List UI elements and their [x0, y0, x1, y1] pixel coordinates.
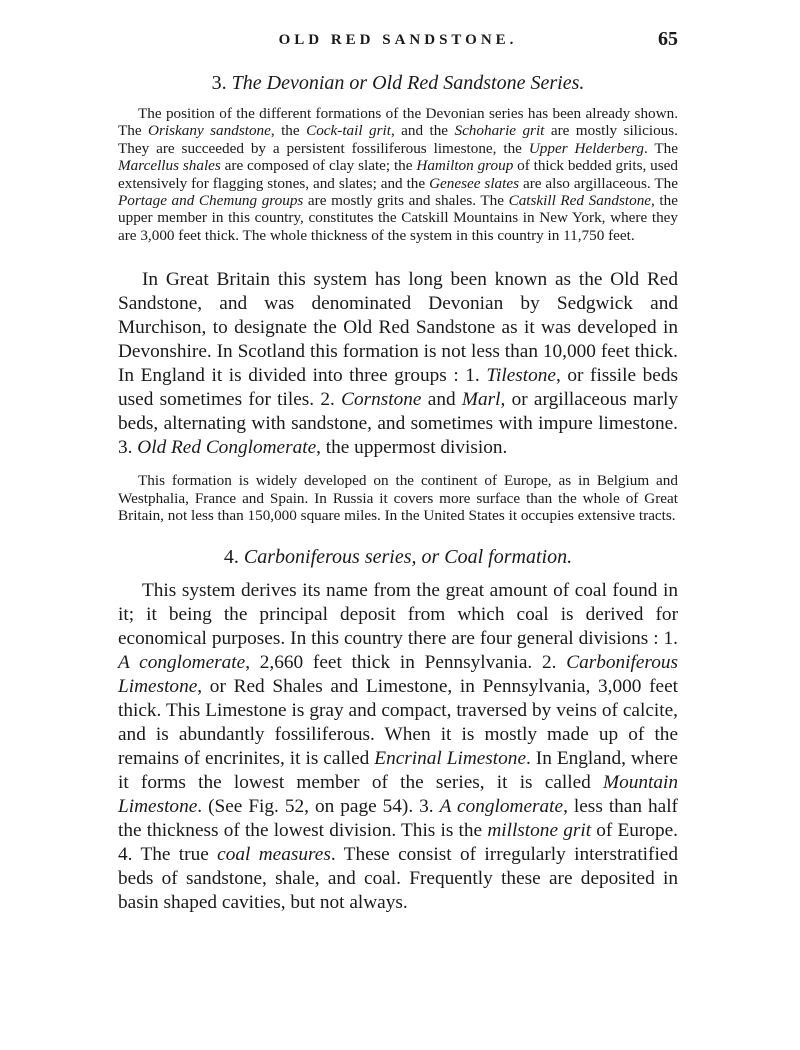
italic-term: Encrinal Limestone	[374, 748, 527, 770]
text-run: , or fissile beds used sometimes for tiles. 2.	[118, 365, 678, 411]
section-heading-devonian	[118, 72, 678, 95]
italic-term: Carboniferous Limestone	[118, 652, 678, 698]
text-run: This system derives its name from the great amount of coal found in it; it being the principal deposit from which coal is derived for economical purposes. In this country there are four general divisions : 1.	[118, 580, 678, 650]
running-title: OLD RED SANDSTONE.	[278, 32, 518, 48]
italic-term: Genesee slates	[429, 174, 520, 192]
section-number: 3.	[211, 72, 227, 94]
text-run: are also argillaceous. The	[519, 174, 678, 192]
text-run: , the uppermost division.	[316, 437, 508, 459]
italic-term: Oriskany sandstone	[148, 122, 271, 140]
italic-term: A conglomerate	[118, 652, 246, 674]
text-run: In Great Britain this system has long been known as the Old Red Sandstone, and was denominated Devonian by Sedgwick and Murchison, to designate the Old Red Sandstone as it was developed in Devonshire. In Scotland this formation is not less than 10,000 feet thick. In England it is divided into three groups : 1.	[118, 269, 678, 387]
text-run: of thick bedded grits, used extensively for flagging stones, and slates; and the	[118, 157, 678, 192]
italic-term: Tilestone	[486, 365, 556, 387]
text-run: , less than half the thickness of the lowest division. This is the	[118, 796, 678, 842]
text-run: . The	[643, 139, 678, 157]
italic-term: Cornstone	[341, 389, 422, 411]
text-run: The position of the different formations of the Devonian series has been already shown. The	[118, 105, 678, 140]
section-heading-carboniferous	[118, 546, 678, 569]
italic-term: Old Red Conglomerate	[137, 437, 317, 459]
text-run: , the upper member in this country, constitutes the Catskill Mountains in New York, where they are 3,000 feet thick. The whole thickness of the system in this country in 11,750 feet.	[118, 192, 678, 244]
section-title: Carboniferous series, or Coal formation.	[243, 546, 573, 569]
europe-extent-paragraph	[118, 472, 678, 524]
text-run: . In England, where it forms the lowest member of the series, it is called	[118, 748, 678, 794]
text-run: are mostly silicious. They are succeeded by a persistent fossiliferous limestone, the	[118, 122, 678, 157]
text-run: , or argillaceous marly beds, alternating with sandstone, and sometimes with impure limestone. 3.	[118, 389, 678, 459]
devonian-american-paragraph	[118, 105, 678, 244]
carboniferous-paragraph	[118, 579, 678, 915]
text-run: . These consist of irregularly interstratified beds of sandstone, shale, and coal. Frequently these are deposited in basin shaped cavities, but not always.	[118, 844, 679, 914]
text-run: are mostly grits and shales. The	[303, 192, 509, 210]
section-title: The Devonian or Old Red Sandstone Series.	[231, 72, 585, 94]
text-run: , or Red Shales and Limestone, in Pennsylvania, 3,000 feet thick. This Limestone is gray and compact, traversed by veins of calcite, and is abundantly fossiliferous. When it is mostly made up of the remains of encrinites, it is called	[118, 676, 678, 770]
italic-term: A conglomerate	[439, 796, 564, 818]
italic-term: Cock-tail grit	[306, 122, 391, 140]
text-run: of Europe. 4. The true	[118, 820, 679, 866]
page-number: 65	[658, 28, 678, 50]
text-run: are composed of clay slate; the	[220, 157, 417, 175]
italic-term: Marcellus shales	[118, 157, 221, 175]
text-run: , 2,660 feet thick in Pennsylvania. 2.	[245, 652, 567, 674]
text-run: and	[421, 389, 462, 411]
great-britain-paragraph	[118, 268, 678, 460]
italic-term: Schoharie grit	[454, 122, 545, 140]
italic-term: millstone grit	[487, 820, 592, 842]
italic-term: coal measures	[217, 844, 331, 866]
italic-term: Marl	[461, 389, 501, 411]
italic-term: Portage and Chemung groups	[118, 192, 304, 210]
italic-term: Hamilton group	[416, 157, 514, 175]
italic-term: Mountain Limestone	[118, 772, 678, 818]
italic-term: Upper Helderberg	[528, 139, 644, 157]
italic-term: Catskill Red Sandstone	[508, 192, 652, 210]
section-number: 4.	[223, 546, 239, 569]
book-page	[118, 28, 678, 915]
text-run: This formation is widely developed on the continent of Europe, as in Belgium and Westphalia, France and Spain. In Russia it covers more surface than the whole of Great Britain, not less than 150,000 square miles. In the United States it occupies extensive tracts.	[118, 472, 678, 525]
text-run: , the	[270, 122, 307, 140]
text-run: . (See Fig. 52, on page 54). 3.	[197, 796, 440, 818]
text-run: , and the	[390, 122, 455, 140]
running-head	[118, 28, 678, 58]
